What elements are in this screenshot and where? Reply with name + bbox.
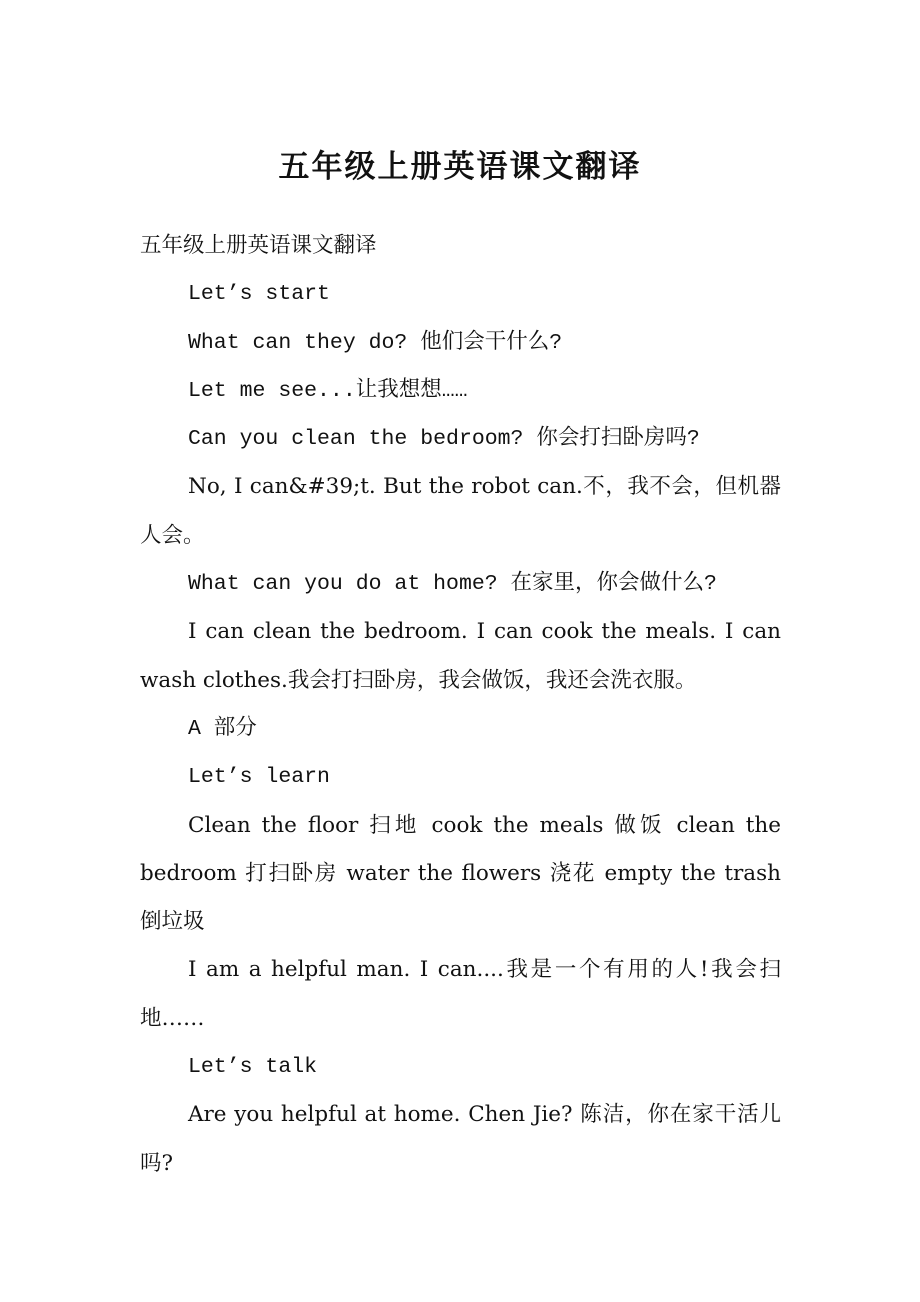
document-body [140, 222, 781, 1188]
paragraph: I can clean the bedroom. I can cook the meals. I can wash clothes.我会打扫卧房，我会做饭，我还会洗衣服。 [140, 619, 781, 693]
paragraph: Let me see...让我想想…… [188, 378, 468, 403]
section-heading: 五年级上册英语课文翻译 [140, 233, 377, 258]
paragraph: What can they do? 他们会干什么? [188, 330, 563, 355]
paragraph: I am a helpful man. I can....我是一个有用的人!我会扫地…… [140, 957, 781, 1031]
paragraph: Clean the floor 扫地 cook the meals 做饭 clean the bedroom 打扫卧房 water the flowers 浇花 empty the trash 倒垃圾 [140, 812, 781, 935]
paragraph-lets-talk: Let’s talk [188, 1055, 318, 1080]
paragraph-part-a: A 部分 [188, 716, 257, 741]
paragraph-lets-learn: Let’s learn [188, 765, 330, 790]
document-title: 五年级上册英语课文翻译 [278, 149, 642, 185]
paragraph-lets-start: Let’s start [188, 282, 330, 307]
paragraph: What can you do at home? 在家里，你会做什么? [188, 572, 717, 597]
paragraph: Can you clean the bedroom? 你会打扫卧房吗? [188, 427, 700, 452]
paragraph: No, I can&#39;t. But the robot can.不，我不会，但机器人会。 [140, 474, 781, 548]
paragraph: Are you helpful at home. Chen Jie? 陈洁，你在家干活儿吗? [140, 1102, 781, 1176]
